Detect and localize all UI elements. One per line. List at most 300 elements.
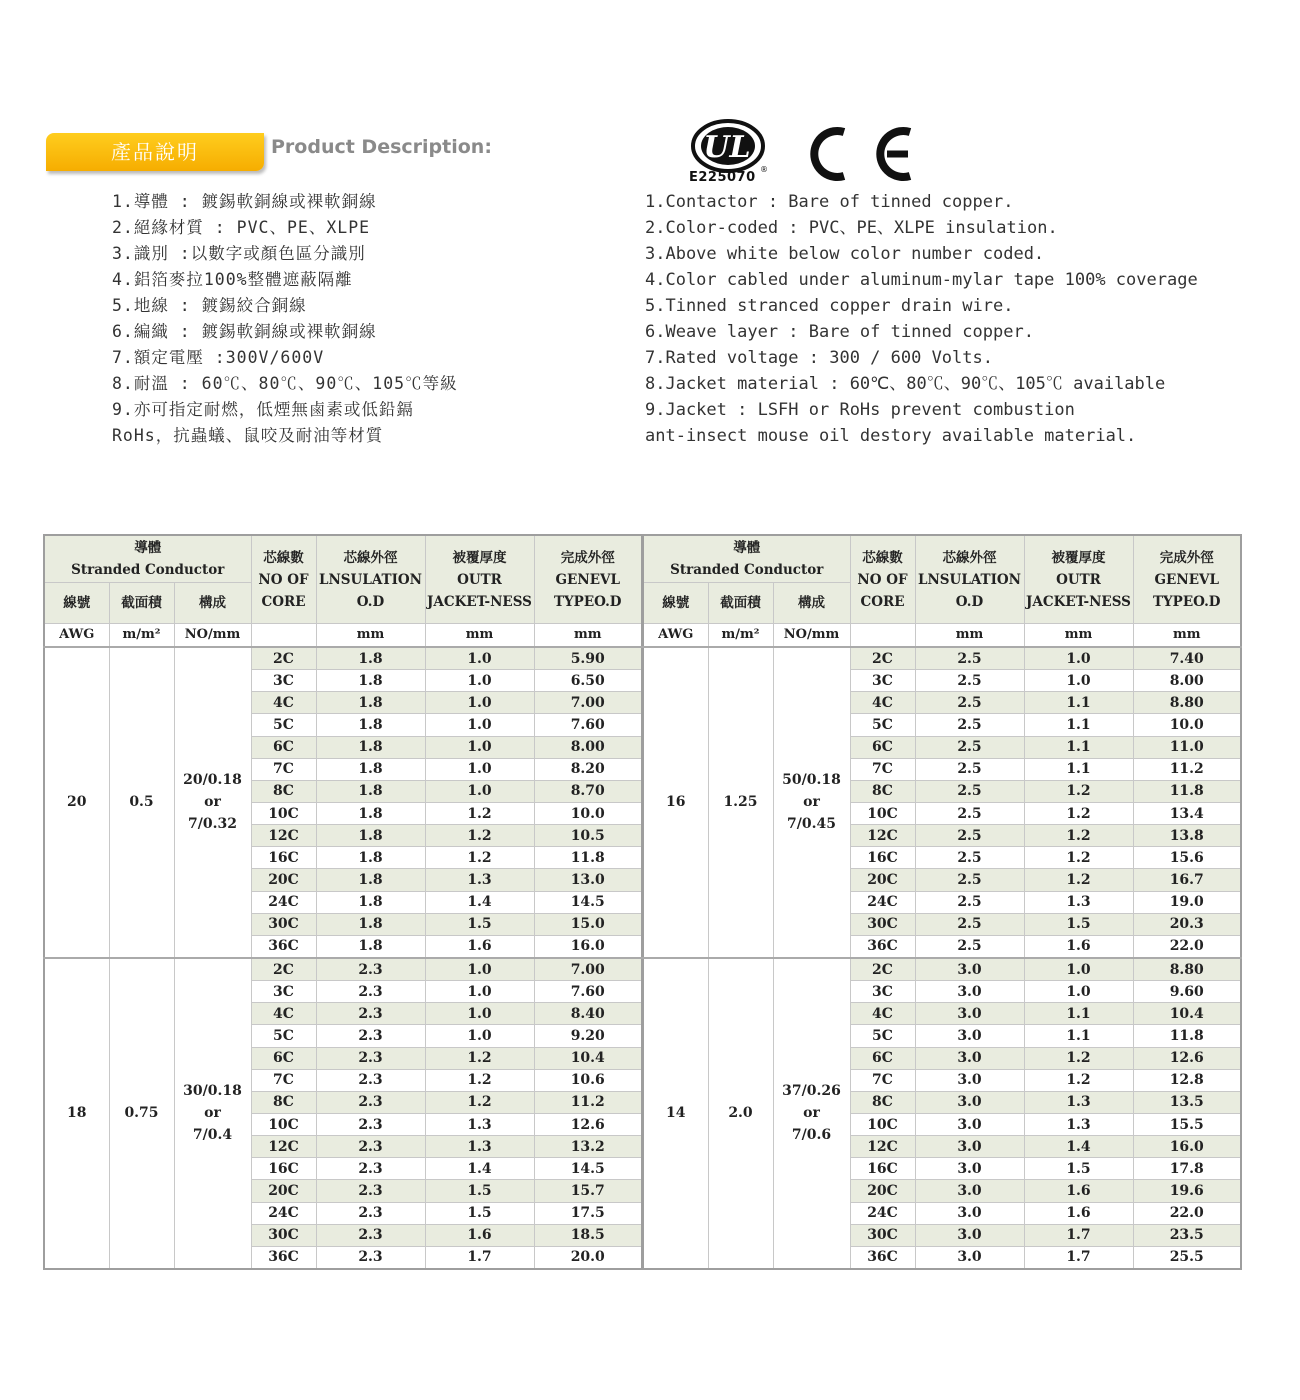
- core-count: 3C: [850, 670, 915, 692]
- jacket-thickness: 1.5: [425, 1202, 534, 1224]
- core-count-header-text: NO OF: [857, 571, 908, 588]
- jacket-thickness: 1.2: [1024, 825, 1133, 847]
- jacket-thickness: 1.6: [425, 935, 534, 958]
- section-badge: 產品說明: [46, 133, 264, 171]
- finished-od: 11.8: [1133, 780, 1241, 802]
- core-count: 4C: [251, 1003, 316, 1025]
- finished-od: 20.0: [534, 1246, 642, 1269]
- insulation-od-header-text: 芯線外徑: [942, 549, 997, 566]
- insulation-od: 2.3: [316, 1003, 425, 1025]
- core-count: 4C: [850, 692, 915, 714]
- insulation-od: 2.3: [316, 958, 425, 981]
- construction-value-line: or: [803, 794, 820, 811]
- finished-od: 6.50: [534, 670, 642, 692]
- area-value: 2.0: [708, 958, 773, 1269]
- core-count: 30C: [850, 1224, 915, 1246]
- core-count: 6C: [850, 1047, 915, 1069]
- jacket-thickness: 1.7: [1024, 1246, 1133, 1269]
- unit-construction: NO/mm: [773, 624, 850, 648]
- description-en-item: 8.Jacket material : 60℃、80℃、90℃、105℃ available: [645, 374, 1166, 394]
- finished-od: 16.7: [1133, 869, 1241, 891]
- finished-od: 16.0: [1133, 1136, 1241, 1158]
- core-count: 20C: [850, 869, 915, 891]
- jacket-thickness: 1.3: [1024, 891, 1133, 913]
- core-count: 2C: [251, 958, 316, 981]
- construction-header: 構成: [174, 583, 251, 624]
- conductor-header: [643, 535, 850, 583]
- finished-od-header-text: 完成外徑: [560, 549, 615, 566]
- finished-od-header: [534, 535, 642, 624]
- insulation-od-header-text: LNSULATION: [917, 571, 1022, 588]
- jacket-thickness: 1.5: [425, 1180, 534, 1202]
- jacket-thickness: 1.2: [1024, 1069, 1133, 1091]
- description-en-item: 5.Tinned stranced copper drain wire.: [645, 296, 1014, 316]
- core-count: 3C: [251, 981, 316, 1003]
- unit-core: [850, 624, 915, 648]
- core-count-header: [850, 535, 915, 624]
- jacket-thickness: 1.1: [1024, 714, 1133, 736]
- finished-od: 14.5: [534, 891, 642, 913]
- jacket-thickness: 1.0: [425, 670, 534, 692]
- core-count: 24C: [251, 891, 316, 913]
- description-en-item: 1.Contactor : Bare of tinned copper.: [645, 192, 1014, 212]
- finished-od: 10.0: [534, 802, 642, 824]
- area-value: 0.5: [109, 647, 174, 958]
- unit-mm: mm: [534, 624, 642, 648]
- construction-value-line: 20/0.18: [183, 772, 242, 789]
- finished-od: 8.40: [534, 1003, 642, 1025]
- unit-awg: AWG: [44, 624, 109, 648]
- construction-value-line: 30/0.18: [183, 1083, 242, 1100]
- finished-od-header-text: TYPEO.D: [554, 593, 622, 610]
- unit-mm: mm: [316, 624, 425, 648]
- core-count: 6C: [251, 736, 316, 758]
- jacket-thickness: 1.5: [1024, 1158, 1133, 1180]
- description-zh-item: 7.額定電壓 :300V/600V: [112, 348, 325, 367]
- core-count: 4C: [850, 1003, 915, 1025]
- jacket-thickness: 1.0: [425, 758, 534, 780]
- insulation-od: 3.0: [915, 1136, 1024, 1158]
- insulation-od: 1.8: [316, 825, 425, 847]
- core-count: 6C: [850, 736, 915, 758]
- description-list-english: [645, 189, 1198, 449]
- table-row: [44, 647, 642, 670]
- registered-mark: ®: [760, 165, 768, 174]
- finished-od: 22.0: [1133, 1202, 1241, 1224]
- construction-value: [773, 647, 850, 958]
- insulation-od: 2.3: [316, 1047, 425, 1069]
- construction-value-line: or: [204, 1105, 221, 1122]
- insulation-od: 2.3: [316, 981, 425, 1003]
- core-count: 8C: [251, 1091, 316, 1113]
- insulation-od: 1.8: [316, 891, 425, 913]
- insulation-od: 2.5: [915, 736, 1024, 758]
- jacket-thickness: 1.2: [425, 847, 534, 869]
- core-count: 20C: [251, 1180, 316, 1202]
- jacket-thickness: 1.2: [1024, 869, 1133, 891]
- insulation-od: 2.3: [316, 1091, 425, 1113]
- construction-value-line: 37/0.26: [782, 1083, 841, 1100]
- core-count: 10C: [251, 1113, 316, 1135]
- finished-od: 13.5: [1133, 1091, 1241, 1113]
- description-zh-item: RoHs，抗蟲蟻、鼠咬及耐油等材質: [112, 426, 384, 445]
- insulation-od: 1.8: [316, 647, 425, 670]
- description-zh-item: 8.耐溫 : 60℃、80℃、90℃、105℃等級: [112, 374, 458, 393]
- jacket-thickness: 1.1: [1024, 1003, 1133, 1025]
- conductor-header-text: 導體: [733, 540, 761, 556]
- core-count: 16C: [251, 847, 316, 869]
- finished-od: 7.40: [1133, 647, 1241, 670]
- insulation-od: 3.0: [915, 958, 1024, 981]
- finished-od-header-text: 完成外徑: [1159, 549, 1214, 566]
- core-count: 12C: [850, 825, 915, 847]
- insulation-od-header: [316, 535, 425, 624]
- conductor-header-text: Stranded Conductor: [670, 562, 824, 578]
- insulation-od: 3.0: [915, 1224, 1024, 1246]
- description-en-item: 6.Weave layer : Bare of tinned copper.: [645, 322, 1034, 342]
- jacket-thickness-header-text: 被覆厚度: [1051, 549, 1106, 566]
- core-count: 2C: [850, 647, 915, 670]
- jacket-thickness: 1.0: [425, 958, 534, 981]
- finished-od: 13.0: [534, 869, 642, 891]
- jacket-thickness: 1.2: [425, 1047, 534, 1069]
- insulation-od-header-text: O.D: [356, 593, 385, 610]
- jacket-thickness-header-text: JACKET-NESS: [1026, 593, 1131, 610]
- jacket-thickness: 1.2: [1024, 1047, 1133, 1069]
- core-count: 8C: [850, 1091, 915, 1113]
- description-zh-item: 6.編織 : 鍍錫軟銅線或裸軟銅線: [112, 322, 377, 341]
- finished-od: 11.2: [534, 1091, 642, 1113]
- finished-od: 11.0: [1133, 736, 1241, 758]
- core-count: 5C: [850, 714, 915, 736]
- insulation-od: 1.8: [316, 692, 425, 714]
- insulation-od: 2.3: [316, 1158, 425, 1180]
- conductor-header-text: Stranded Conductor: [71, 562, 225, 578]
- jacket-thickness: 1.3: [1024, 1091, 1133, 1113]
- jacket-thickness-header-text: OUTR: [1056, 571, 1101, 588]
- finished-od: 14.5: [534, 1158, 642, 1180]
- jacket-thickness: 1.5: [1024, 913, 1133, 935]
- jacket-thickness: 1.0: [1024, 958, 1133, 981]
- insulation-od: 2.5: [915, 891, 1024, 913]
- area-value: 0.75: [109, 958, 174, 1269]
- finished-od: 9.20: [534, 1025, 642, 1047]
- ce-certification-icon: [804, 126, 916, 182]
- insulation-od: 2.3: [316, 1113, 425, 1135]
- core-count: 24C: [850, 891, 915, 913]
- insulation-od-header-text: O.D: [955, 593, 984, 610]
- awg-value: 20: [44, 647, 109, 958]
- spec-table-right: [642, 534, 1242, 1270]
- insulation-od: 1.8: [316, 780, 425, 802]
- finished-od: 8.80: [1133, 958, 1241, 981]
- jacket-thickness: 1.6: [1024, 1180, 1133, 1202]
- unit-area: m/m²: [109, 624, 174, 648]
- jacket-thickness: 1.0: [425, 736, 534, 758]
- description-list-chinese: [112, 189, 458, 449]
- insulation-od: 1.8: [316, 802, 425, 824]
- unit-construction: NO/mm: [174, 624, 251, 648]
- jacket-thickness-header-text: OUTR: [457, 571, 502, 588]
- description-en-item: 2.Color-coded : PVC、PE、XLPE insulation.: [645, 218, 1058, 238]
- description-zh-item: 4.鋁箔麥拉100%整體遮蔽隔離: [112, 270, 353, 289]
- section-title: Product Description:: [271, 136, 492, 158]
- unit-core: [251, 624, 316, 648]
- unit-area: m/m²: [708, 624, 773, 648]
- finished-od: 13.8: [1133, 825, 1241, 847]
- description-en-item: 7.Rated voltage : 300 / 600 Volts.: [645, 348, 993, 368]
- core-count: 16C: [850, 1158, 915, 1180]
- finished-od: 12.6: [534, 1113, 642, 1135]
- core-count: 2C: [850, 958, 915, 981]
- core-count: 12C: [251, 825, 316, 847]
- construction-value: [174, 647, 251, 958]
- finished-od: 15.7: [534, 1180, 642, 1202]
- area-header: 截面積: [708, 583, 773, 624]
- finished-od: 13.2: [534, 1136, 642, 1158]
- jacket-thickness-header-text: JACKET-NESS: [427, 593, 532, 610]
- description-en-item: ant-insect mouse oil destory available material.: [645, 426, 1137, 446]
- jacket-thickness: 1.3: [425, 869, 534, 891]
- finished-od: 12.6: [1133, 1047, 1241, 1069]
- core-count-header-text: NO OF: [258, 571, 309, 588]
- finished-od: 8.70: [534, 780, 642, 802]
- finished-od: 10.6: [534, 1069, 642, 1091]
- jacket-thickness: 1.3: [425, 1113, 534, 1135]
- jacket-thickness: 1.4: [425, 1158, 534, 1180]
- core-count: 10C: [850, 802, 915, 824]
- unit-awg: AWG: [643, 624, 708, 648]
- insulation-od: 2.5: [915, 935, 1024, 958]
- insulation-od: 2.5: [915, 780, 1024, 802]
- insulation-od: 1.8: [316, 736, 425, 758]
- construction-value-line: 7/0.4: [192, 1127, 233, 1144]
- insulation-od: 3.0: [915, 1113, 1024, 1135]
- finished-od: 18.5: [534, 1224, 642, 1246]
- ul-mark-text: UL: [703, 130, 751, 165]
- insulation-od: 1.8: [316, 670, 425, 692]
- finished-od: 7.00: [534, 958, 642, 981]
- awg-header: 線號: [643, 583, 708, 624]
- insulation-od: 1.8: [316, 714, 425, 736]
- construction-value-line: 50/0.18: [782, 772, 841, 789]
- insulation-od: 2.5: [915, 869, 1024, 891]
- core-count: 7C: [251, 1069, 316, 1091]
- core-count: 7C: [251, 758, 316, 780]
- finished-od: 15.6: [1133, 847, 1241, 869]
- description-zh-item: 5.地線 : 鍍錫絞合銅線: [112, 296, 307, 315]
- table-row: [643, 647, 1241, 670]
- core-count: 10C: [251, 802, 316, 824]
- description-en-item: 3.Above white below color number coded.: [645, 244, 1045, 264]
- jacket-thickness: 1.0: [425, 1003, 534, 1025]
- spec-table-left: [43, 534, 643, 1270]
- core-count: 12C: [251, 1136, 316, 1158]
- conductor-header-text: 導體: [134, 540, 162, 556]
- jacket-thickness: 1.2: [1024, 802, 1133, 824]
- finished-od: 25.5: [1133, 1246, 1241, 1269]
- construction-value: [174, 958, 251, 1269]
- core-count: 7C: [850, 1069, 915, 1091]
- finished-od-header-text: TYPEO.D: [1153, 593, 1221, 610]
- unit-mm: mm: [425, 624, 534, 648]
- finished-od: 16.0: [534, 935, 642, 958]
- jacket-thickness: 1.1: [1024, 758, 1133, 780]
- core-count: 5C: [251, 714, 316, 736]
- core-count: 7C: [850, 758, 915, 780]
- finished-od: 15.0: [534, 913, 642, 935]
- core-count: 36C: [251, 1246, 316, 1269]
- core-count: 30C: [251, 913, 316, 935]
- jacket-thickness: 1.0: [1024, 647, 1133, 670]
- core-count: 8C: [251, 780, 316, 802]
- finished-od-header-text: GENEVL: [555, 571, 620, 588]
- finished-od: 17.8: [1133, 1158, 1241, 1180]
- insulation-od: 2.5: [915, 647, 1024, 670]
- insulation-od: 1.8: [316, 847, 425, 869]
- insulation-od: 1.8: [316, 758, 425, 780]
- jacket-thickness: 1.3: [425, 1136, 534, 1158]
- insulation-od: 2.5: [915, 758, 1024, 780]
- finished-od-header-text: GENEVL: [1154, 571, 1219, 588]
- finished-od: 7.00: [534, 692, 642, 714]
- jacket-thickness: 1.0: [425, 647, 534, 670]
- core-count: 12C: [850, 1136, 915, 1158]
- jacket-thickness-header-text: 被覆厚度: [452, 549, 507, 566]
- table-row: [44, 958, 642, 981]
- jacket-thickness: 1.2: [1024, 847, 1133, 869]
- finished-od: 7.60: [534, 981, 642, 1003]
- finished-od: 23.5: [1133, 1224, 1241, 1246]
- description-en-item: 9.Jacket : LSFH or RoHs prevent combustion: [645, 400, 1075, 420]
- core-count: 5C: [251, 1025, 316, 1047]
- insulation-od: 1.8: [316, 869, 425, 891]
- jacket-thickness: 1.0: [1024, 981, 1133, 1003]
- insulation-od: 2.3: [316, 1180, 425, 1202]
- finished-od: 10.4: [1133, 1003, 1241, 1025]
- insulation-od: 2.5: [915, 670, 1024, 692]
- jacket-thickness: 1.6: [425, 1224, 534, 1246]
- jacket-thickness: 1.7: [425, 1246, 534, 1269]
- conductor-header: [44, 535, 251, 583]
- insulation-od: 3.0: [915, 1047, 1024, 1069]
- core-count: 24C: [251, 1202, 316, 1224]
- area-value: 1.25: [708, 647, 773, 958]
- construction-value-line: 7/0.6: [791, 1127, 832, 1144]
- description-en-item: 4.Color cabled under aluminum-mylar tape 100% coverage: [645, 270, 1198, 290]
- jacket-thickness: 1.0: [425, 981, 534, 1003]
- awg-value: 16: [643, 647, 708, 958]
- jacket-thickness: 1.1: [1024, 736, 1133, 758]
- finished-od: 17.5: [534, 1202, 642, 1224]
- insulation-od-header-text: 芯線外徑: [343, 549, 398, 566]
- core-count-header-text: 芯線數: [263, 549, 304, 566]
- insulation-od: 3.0: [915, 1025, 1024, 1047]
- jacket-thickness: 1.1: [1024, 692, 1133, 714]
- insulation-od: 2.3: [316, 1136, 425, 1158]
- awg-value: 14: [643, 958, 708, 1269]
- insulation-od: 3.0: [915, 981, 1024, 1003]
- core-count: 5C: [850, 1025, 915, 1047]
- jacket-thickness: 1.0: [425, 714, 534, 736]
- insulation-od: 3.0: [915, 1246, 1024, 1269]
- finished-od: 11.2: [1133, 758, 1241, 780]
- core-count: 2C: [251, 647, 316, 670]
- jacket-thickness: 1.3: [1024, 1113, 1133, 1135]
- insulation-od: 3.0: [915, 1069, 1024, 1091]
- core-count-header-text: CORE: [261, 593, 306, 610]
- jacket-thickness: 1.4: [425, 891, 534, 913]
- core-count-header-text: 芯線數: [862, 549, 903, 566]
- core-count-header: [251, 535, 316, 624]
- finished-od: 8.00: [534, 736, 642, 758]
- finished-od: 7.60: [534, 714, 642, 736]
- core-count: 36C: [850, 935, 915, 958]
- core-count: 10C: [850, 1113, 915, 1135]
- insulation-od: 2.3: [316, 1069, 425, 1091]
- insulation-od: 3.0: [915, 1158, 1024, 1180]
- finished-od: 8.80: [1133, 692, 1241, 714]
- insulation-od: 1.8: [316, 935, 425, 958]
- core-count: 3C: [850, 981, 915, 1003]
- jacket-thickness: 1.4: [1024, 1136, 1133, 1158]
- insulation-od: 2.5: [915, 847, 1024, 869]
- jacket-thickness: 1.0: [425, 692, 534, 714]
- jacket-thickness-header: [425, 535, 534, 624]
- finished-od: 8.20: [534, 758, 642, 780]
- insulation-od: 2.3: [316, 1025, 425, 1047]
- insulation-od: 2.5: [915, 802, 1024, 824]
- core-count: 6C: [251, 1047, 316, 1069]
- finished-od: 10.4: [534, 1047, 642, 1069]
- core-count: 16C: [850, 847, 915, 869]
- core-count: 20C: [850, 1180, 915, 1202]
- awg-header: 線號: [44, 583, 109, 624]
- description-zh-item: 2.絕緣材質 : PVC、PE、XLPE: [112, 218, 371, 237]
- insulation-od: 2.5: [915, 692, 1024, 714]
- finished-od: 19.0: [1133, 891, 1241, 913]
- finished-od: 10.5: [534, 825, 642, 847]
- finished-od-header: [1133, 535, 1241, 624]
- core-count: 3C: [251, 670, 316, 692]
- core-count: 36C: [251, 935, 316, 958]
- finished-od: 20.3: [1133, 913, 1241, 935]
- core-count: 8C: [850, 780, 915, 802]
- unit-mm: mm: [1024, 624, 1133, 648]
- insulation-od: 1.8: [316, 913, 425, 935]
- core-count: 16C: [251, 1158, 316, 1180]
- finished-od: 13.4: [1133, 802, 1241, 824]
- jacket-thickness: 1.6: [1024, 1202, 1133, 1224]
- core-count: 20C: [251, 869, 316, 891]
- insulation-od: 3.0: [915, 1180, 1024, 1202]
- jacket-thickness: 1.0: [425, 780, 534, 802]
- insulation-od: 2.5: [915, 825, 1024, 847]
- jacket-thickness: 1.2: [425, 802, 534, 824]
- jacket-thickness: 1.2: [425, 825, 534, 847]
- finished-od: 12.8: [1133, 1069, 1241, 1091]
- finished-od: 10.0: [1133, 714, 1241, 736]
- jacket-thickness: 1.7: [1024, 1224, 1133, 1246]
- finished-od: 8.00: [1133, 670, 1241, 692]
- table-row: [643, 958, 1241, 981]
- construction-value: [773, 958, 850, 1269]
- insulation-od: 2.3: [316, 1202, 425, 1224]
- jacket-thickness: 1.1: [1024, 1025, 1133, 1047]
- core-count: 24C: [850, 1202, 915, 1224]
- jacket-thickness: 1.0: [425, 1025, 534, 1047]
- core-count: 30C: [850, 913, 915, 935]
